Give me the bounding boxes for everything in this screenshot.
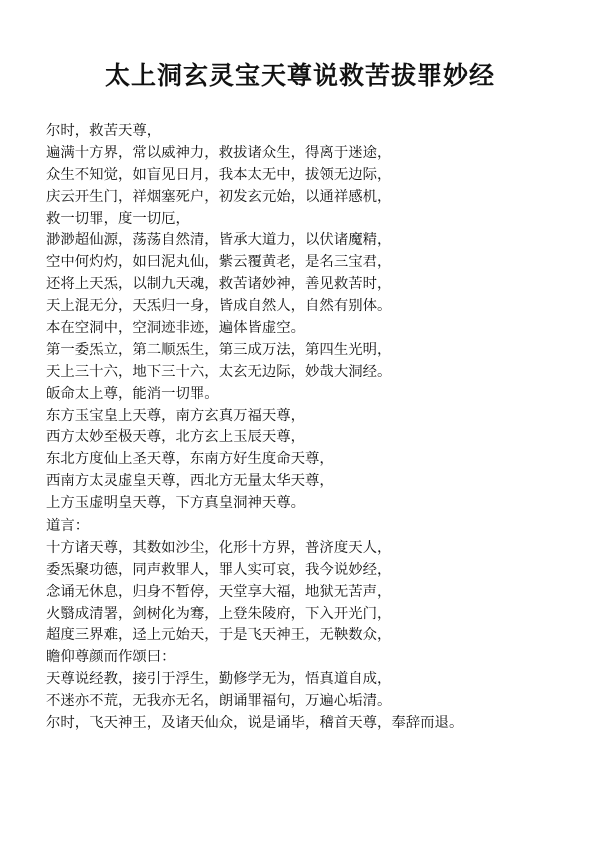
closing-line: 尔时，飞天神王，及诸天仙众，说是诵毕，稽首天尊，奉辞而退。 <box>46 715 464 732</box>
verse-line: 天上三十六，地下三十六，太玄无边际，妙哉大洞经。 <box>46 363 392 380</box>
verse-line: 东北方度仙上圣天尊，东南方好生度命天尊， <box>46 451 334 468</box>
section-heading: 道言： <box>46 518 90 534</box>
verse-line: 本在空洞中，空洞迹非迹，遍体皆虚空。 <box>46 320 306 337</box>
verse-line: 皈命太上尊，能消一切罪。 <box>46 385 219 402</box>
verse-line: 空中何灼灼，如曰泥丸仙，紫云覆黄老，是名三宝君， <box>46 254 392 271</box>
verse-line: 东方玉宝皇上天尊，南方玄真万福天尊， <box>46 407 306 424</box>
verse-line: 西方太妙至极天尊，北方玄上玉辰天尊， <box>46 429 306 446</box>
verse-line: 念诵无休息，归身不暂停，天堂享大福，地狱无苦声， <box>46 583 392 600</box>
verse-line: 众生不知觉，如盲见日月，我本太无中，拔领无边际， <box>46 166 392 183</box>
verse-line: 不迷亦不荒，无我亦无名，朗诵罪福句，万遍心垢清。 <box>46 693 392 710</box>
page-title: 太上洞玄灵宝天尊说救苦拔罪妙经 <box>104 61 495 90</box>
verse-line: 救一切罪，度一切厄， <box>46 210 190 227</box>
verse-line: 十方诸天尊，其数如沙尘，化形十方界，普济度天人， <box>46 539 392 556</box>
verse-line: 第一委炁立，第二顺炁生，第三成万法，第四生光明， <box>46 341 392 358</box>
verse-line: 天尊说经教，接引于浮生，勤修学无为，悟真道自成， <box>46 671 392 688</box>
verse-line: 还将上天炁，以制九天魂，救苦诸妙神，善见救苦时， <box>46 276 392 293</box>
verse-line: 超度三界难，迳上元始天，于是飞天神王，无鞅数众， <box>46 627 392 644</box>
verse-line: 上方玉虚明皇天尊，下方真皇洞神天尊。 <box>46 495 306 512</box>
verse-line: 天上混无分，天炁归一身，皆成自然人，自然有别体。 <box>46 298 392 315</box>
verse-line: 瞻仰尊颜而作颂曰： <box>46 649 176 666</box>
verse-line: 渺渺超仙源，荡荡自然清，皆承大道力，以伏诸魔精， <box>46 232 392 249</box>
verse-line: 西南方太灵虚皇天尊，西北方无量太华天尊， <box>46 473 334 490</box>
daoyan-section <box>46 516 576 735</box>
verse-line: 委炁聚功德，同声救罪人，罪人实可哀，我今说妙经， <box>46 561 392 578</box>
verse-line: 庆云开生门，祥烟塞死户，初发玄元始，以通祥感机， <box>46 188 392 205</box>
scripture-verses <box>46 121 576 515</box>
verse-line: 遍满十方界，常以威神力，救拔诸众生，得离于迷途， <box>46 144 392 161</box>
verse-line: 火翳成清署，剑树化为骞，上登朱陵府，下入开光门， <box>46 605 392 622</box>
verse-line: 尔时，救苦天尊， <box>46 123 162 139</box>
